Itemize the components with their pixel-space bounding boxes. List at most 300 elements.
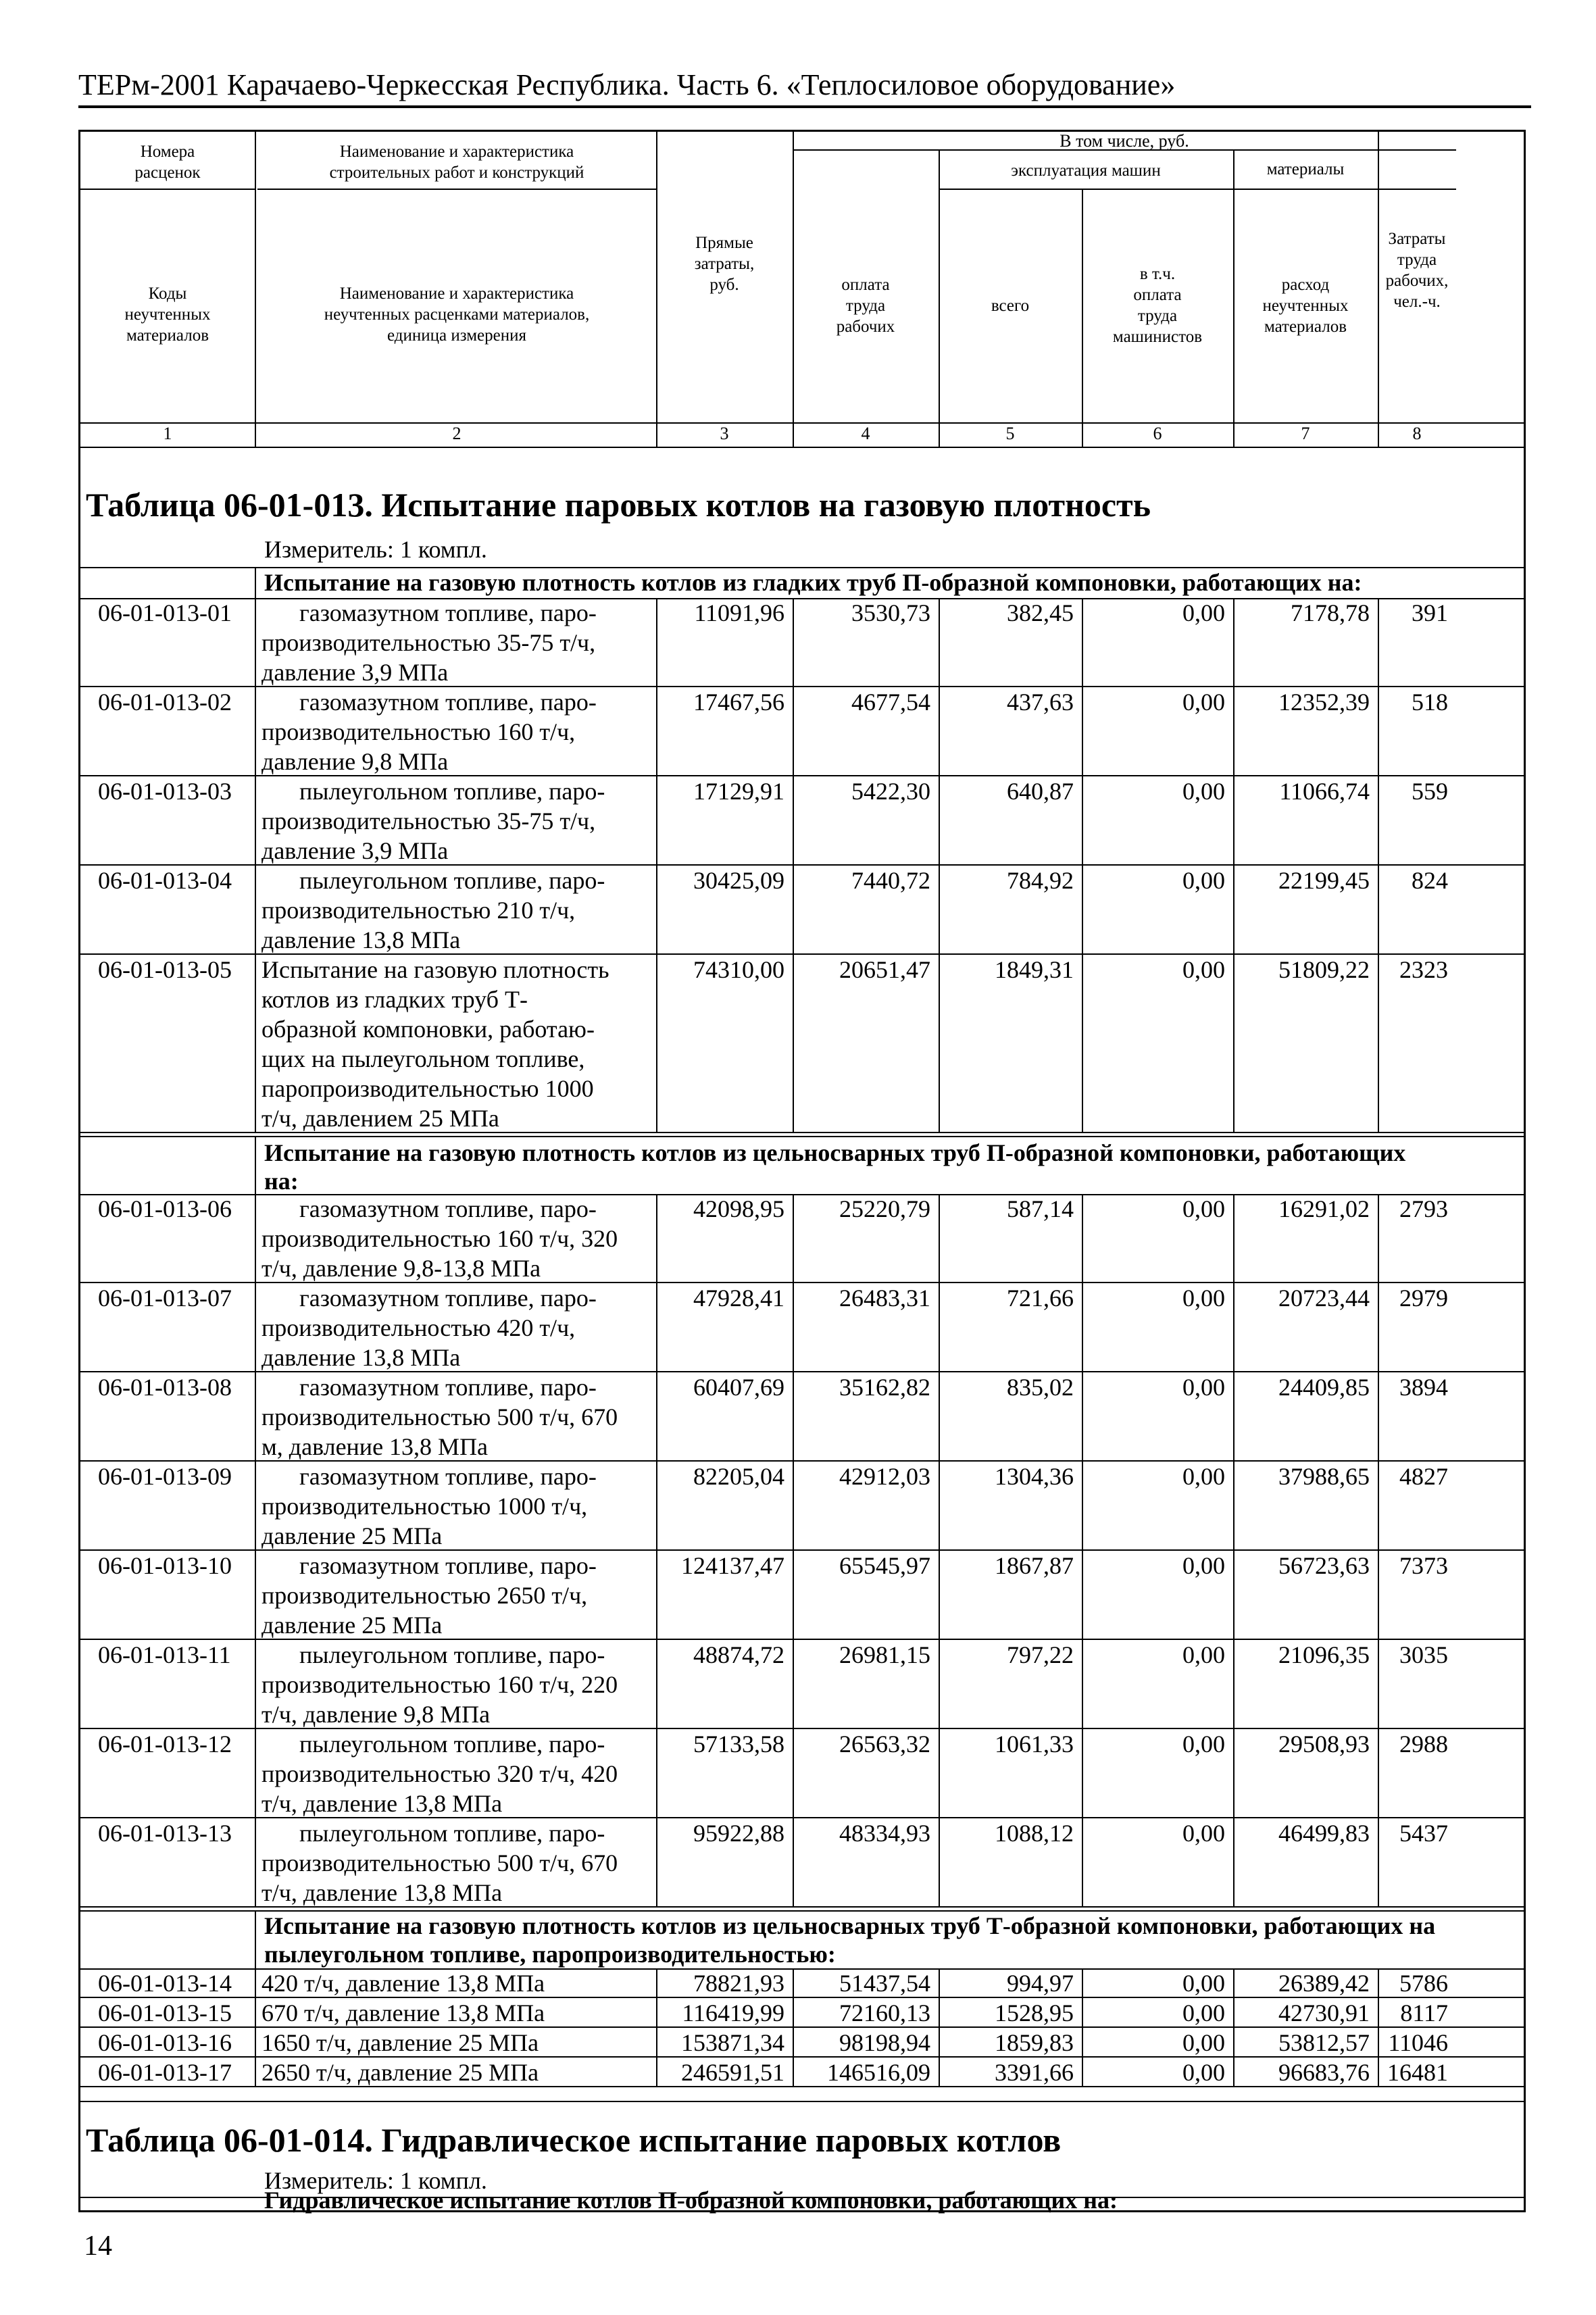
value-c3: 78821,93 bbox=[693, 1970, 784, 1997]
value-c3: 17129,91 bbox=[693, 778, 784, 805]
value-c3: 116419,99 bbox=[682, 1999, 784, 2026]
rate-description bbox=[257, 866, 656, 955]
value-c8: 2979 bbox=[1399, 1285, 1448, 1312]
row-separator bbox=[939, 1551, 940, 1640]
vline-hdr-1 bbox=[255, 132, 256, 447]
value-c5: 1528,95 bbox=[995, 1999, 1074, 2026]
table-row bbox=[80, 1551, 1524, 1640]
hdr-col1-bottom: Коды неучтенных материалов bbox=[124, 284, 211, 345]
section-2-title: Испытание на газовую плотность котлов из цельносварных труб П-образной компоновки, работающих на: bbox=[264, 1139, 1406, 1195]
value-c8: 824 bbox=[1412, 867, 1448, 894]
value-c4: 25220,79 bbox=[839, 1195, 930, 1222]
value-c7: 24409,85 bbox=[1278, 1374, 1370, 1401]
row-separator bbox=[255, 2028, 256, 2058]
table-row bbox=[80, 2028, 1524, 2058]
rate-description-rest: производительностью 1000 т/ч, давление 25 МПа bbox=[261, 1493, 588, 1549]
row-separator bbox=[1082, 1372, 1083, 1462]
table-row bbox=[80, 1462, 1524, 1551]
row-separator bbox=[1082, 1818, 1083, 1908]
row-separator bbox=[1082, 1283, 1083, 1372]
row-separator bbox=[793, 776, 794, 866]
colnum-3: 3 bbox=[720, 424, 729, 443]
value-c6: 0,00 bbox=[1182, 1731, 1225, 1758]
row-separator bbox=[1082, 1462, 1083, 1551]
hdr-incl: В том числе, руб. bbox=[1059, 130, 1189, 151]
colnum-6: 6 bbox=[1153, 424, 1162, 443]
row-separator bbox=[255, 866, 256, 955]
table-013-end-line bbox=[80, 2101, 1524, 2102]
row-separator bbox=[1082, 1998, 1083, 2028]
table-row bbox=[80, 687, 1524, 776]
row-separator bbox=[1233, 598, 1235, 687]
value-c4: 65545,97 bbox=[839, 1552, 930, 1579]
row-separator bbox=[1233, 2058, 1235, 2087]
row-separator bbox=[939, 866, 940, 955]
rate-code: 06-01-013-06 bbox=[98, 1195, 232, 1222]
rate-description bbox=[257, 1998, 656, 2028]
value-c7: 21096,35 bbox=[1278, 1641, 1370, 1668]
section-1-title: Испытание на газовую плотность котлов из гладких труб П-образной компоновки, работающих на: bbox=[264, 569, 1362, 596]
rate-description bbox=[257, 1818, 656, 1908]
row-separator bbox=[1378, 598, 1379, 687]
row-separator bbox=[793, 687, 794, 776]
row-separator bbox=[1233, 955, 1235, 1133]
row-separator bbox=[793, 2058, 794, 2087]
row-separator bbox=[255, 1998, 256, 2028]
value-c4: 4677,54 bbox=[851, 689, 930, 716]
rate-description-lead: газомазутном топливе, паро- bbox=[299, 1463, 597, 1490]
table-013-measure: Измеритель: 1 компл. bbox=[264, 536, 487, 563]
rate-description-rest: производительностью 35-75 т/ч, давление 3,9 МПа bbox=[261, 629, 596, 686]
value-c5: 1061,33 bbox=[995, 1731, 1074, 1758]
row-separator bbox=[1082, 776, 1083, 866]
rate-description-lead: пылеугольном топливе, паро- bbox=[299, 867, 605, 894]
value-c7: 96683,76 bbox=[1278, 2059, 1370, 2086]
row-separator bbox=[793, 598, 794, 687]
value-c4: 72160,13 bbox=[839, 1999, 930, 2026]
row-separator bbox=[1082, 866, 1083, 955]
value-c7: 20723,44 bbox=[1278, 1285, 1370, 1312]
rate-code: 06-01-013-12 bbox=[98, 1731, 232, 1758]
row-separator bbox=[656, 1372, 657, 1462]
row-separator bbox=[793, 1194, 794, 1283]
value-c8: 3894 bbox=[1399, 1374, 1448, 1401]
hdr-divider-c2 bbox=[257, 189, 656, 190]
row-separator bbox=[255, 1818, 256, 1908]
rate-description-rest: производительностью 320 т/ч, 420 т/ч, давление 13,8 МПа bbox=[261, 1760, 618, 1817]
rate-code: 06-01-013-01 bbox=[98, 599, 232, 626]
row-separator bbox=[793, 1283, 794, 1372]
sec2-left-line bbox=[255, 1136, 256, 1194]
table-013-title: Таблица 06-01-013. Испытание паровых котлов на газовую плотность bbox=[86, 486, 1151, 524]
rate-description bbox=[257, 2028, 656, 2058]
value-c7: 42730,91 bbox=[1278, 1999, 1370, 2026]
rate-code: 06-01-013-17 bbox=[98, 2059, 232, 2086]
value-c8: 8117 bbox=[1400, 1999, 1448, 2026]
document-header: ТЕРм-2001 Карачаево-Черкесская Республика. Часть 6. «Теплосиловое оборудование» bbox=[78, 68, 1176, 101]
value-c8: 7373 bbox=[1399, 1552, 1448, 1579]
sec1-left-line bbox=[255, 567, 256, 598]
rate-description-lead: пылеугольном топливе, паро- bbox=[299, 778, 605, 805]
value-c8: 4827 bbox=[1399, 1463, 1448, 1490]
hdr-col7: расход неучтенных материалов bbox=[1262, 275, 1349, 336]
value-c5: 640,87 bbox=[1007, 778, 1074, 805]
value-c8: 391 bbox=[1412, 599, 1448, 626]
row-separator bbox=[656, 687, 657, 776]
value-c5: 587,14 bbox=[1007, 1195, 1074, 1222]
hdr-col6: в т.ч. оплата труда машинистов bbox=[1112, 265, 1203, 346]
row-separator bbox=[793, 1462, 794, 1551]
rate-description-rest: производительностью 2650 т/ч, давление 25 МПа bbox=[261, 1582, 588, 1639]
colnum-8: 8 bbox=[1412, 424, 1422, 443]
value-c6: 0,00 bbox=[1182, 1999, 1225, 2026]
row-separator bbox=[1378, 1372, 1379, 1462]
value-c7: 37988,65 bbox=[1278, 1463, 1370, 1490]
row-separator bbox=[656, 776, 657, 866]
value-c8: 11046 bbox=[1388, 2029, 1448, 2056]
row-separator bbox=[1378, 1194, 1379, 1283]
row-separator bbox=[1082, 2058, 1083, 2087]
hdr-col4: оплата труда рабочих bbox=[836, 275, 895, 336]
colnum-5: 5 bbox=[1005, 424, 1015, 443]
value-c3: 153871,34 bbox=[681, 2029, 784, 2056]
row-bottom-line bbox=[80, 1906, 1524, 1908]
row-separator bbox=[1233, 1283, 1235, 1372]
row-separator bbox=[1378, 1283, 1379, 1372]
hdr-col2-bottom: Наименование и характеристика неучтенных расценками материалов, единица измерения bbox=[324, 284, 590, 345]
row-separator bbox=[255, 1640, 256, 1729]
value-c6: 0,00 bbox=[1182, 599, 1225, 626]
value-c8: 2988 bbox=[1399, 1731, 1448, 1758]
rate-description-lead: газомазутном топливе, паро- bbox=[299, 1195, 597, 1222]
row-separator bbox=[793, 1372, 794, 1462]
value-c6: 0,00 bbox=[1182, 2059, 1225, 2086]
table-row bbox=[80, 776, 1524, 866]
value-c7: 29508,93 bbox=[1278, 1731, 1370, 1758]
row-separator bbox=[656, 1283, 657, 1372]
value-c3: 48874,72 bbox=[693, 1641, 784, 1668]
value-c3: 82205,04 bbox=[693, 1463, 784, 1490]
row-bottom-line bbox=[80, 2086, 1524, 2087]
row-separator bbox=[1233, 1194, 1235, 1283]
row-separator bbox=[656, 1998, 657, 2028]
rate-description-lead: газомазутном топливе, паро- bbox=[299, 689, 597, 716]
rate-description-rest: 670 т/ч, давление 13,8 МПа bbox=[261, 1999, 545, 2026]
rate-code: 06-01-013-13 bbox=[98, 1820, 232, 1847]
hdr-col3: Прямые затраты, руб. bbox=[694, 233, 755, 294]
value-c4: 20651,47 bbox=[839, 956, 930, 983]
row-separator bbox=[939, 1968, 940, 1998]
table-row bbox=[80, 1194, 1524, 1283]
row-separator bbox=[793, 955, 794, 1133]
rate-description-lead: газомазутном топливе, паро- bbox=[299, 1374, 597, 1401]
rate-description-rest: производительностью 500 т/ч, 670 т/ч, давление 13,8 МПа bbox=[261, 1849, 618, 1906]
row-separator bbox=[1082, 955, 1083, 1133]
value-c6: 0,00 bbox=[1182, 1970, 1225, 1997]
rate-description-lead: газомазутном топливе, паро- bbox=[299, 599, 597, 626]
table-row bbox=[80, 1818, 1524, 1908]
row-separator bbox=[1233, 1551, 1235, 1640]
rate-description bbox=[257, 1194, 656, 1283]
row-separator bbox=[939, 1372, 940, 1462]
value-c6: 0,00 bbox=[1182, 1552, 1225, 1579]
row-separator bbox=[1233, 687, 1235, 776]
value-c6: 0,00 bbox=[1182, 956, 1225, 983]
row-separator bbox=[1233, 1729, 1235, 1818]
value-c8: 2323 bbox=[1399, 956, 1448, 983]
value-c6: 0,00 bbox=[1182, 1374, 1225, 1401]
row-separator bbox=[255, 1462, 256, 1551]
value-c5: 1867,87 bbox=[995, 1552, 1074, 1579]
row-separator bbox=[1378, 1818, 1379, 1908]
row-separator bbox=[939, 1194, 940, 1283]
value-c6: 0,00 bbox=[1182, 689, 1225, 716]
rate-description-rest: 2650 т/ч, давление 25 МПа bbox=[261, 2059, 539, 2086]
value-c7: 12352,39 bbox=[1278, 689, 1370, 716]
row-separator bbox=[1378, 866, 1379, 955]
rate-description bbox=[257, 1640, 656, 1729]
row-separator bbox=[255, 1283, 256, 1372]
hdr-col2-top: Наименование и характеристика строительных работ и конструкций bbox=[329, 143, 584, 182]
row-separator bbox=[656, 598, 657, 687]
hdr-exploit: эксплуатация машин bbox=[1011, 161, 1161, 180]
value-c7: 51809,22 bbox=[1278, 956, 1370, 983]
colnum-1: 1 bbox=[163, 424, 172, 443]
sec3-left-line bbox=[255, 1910, 256, 1968]
row-separator bbox=[1233, 866, 1235, 955]
value-c6: 0,00 bbox=[1182, 1285, 1225, 1312]
value-c3: 11091,96 bbox=[694, 599, 784, 626]
row-separator bbox=[1378, 955, 1379, 1133]
row-separator bbox=[656, 1194, 657, 1283]
value-c5: 437,63 bbox=[1007, 689, 1074, 716]
value-c3: 246591,51 bbox=[681, 2059, 784, 2086]
rate-description bbox=[257, 687, 656, 776]
value-c6: 0,00 bbox=[1182, 1463, 1225, 1490]
value-c5: 797,22 bbox=[1007, 1641, 1074, 1668]
row-separator bbox=[793, 1818, 794, 1908]
row-separator bbox=[656, 2058, 657, 2087]
rate-description-rest: производительностью 420 т/ч, давление 13,8 МПа bbox=[261, 1314, 576, 1371]
rate-code: 06-01-013-11 bbox=[98, 1641, 231, 1668]
hdr-col8: Затраты труда рабочих, чел.-ч. bbox=[1385, 230, 1449, 311]
rate-description bbox=[257, 1283, 656, 1372]
rate-code: 06-01-013-07 bbox=[98, 1285, 232, 1312]
hdr-materials: материалы bbox=[1266, 159, 1345, 178]
rate-code: 06-01-013-05 bbox=[98, 956, 232, 983]
row-separator bbox=[1378, 1968, 1379, 1998]
table-row bbox=[80, 1372, 1524, 1462]
value-c3: 60407,69 bbox=[693, 1374, 784, 1401]
rate-description-lead: пылеугольном топливе, паро- bbox=[299, 1820, 605, 1847]
row-separator bbox=[1233, 2028, 1235, 2058]
value-c5: 721,66 bbox=[1007, 1285, 1074, 1312]
rates-table bbox=[78, 130, 1526, 2212]
row-separator bbox=[1082, 1968, 1083, 1998]
rate-description bbox=[257, 1551, 656, 1640]
value-c3: 17467,56 bbox=[693, 689, 784, 716]
value-c4: 146516,09 bbox=[827, 2059, 930, 2086]
value-c5: 1849,31 bbox=[995, 956, 1074, 983]
row-separator bbox=[1082, 1640, 1083, 1729]
value-c5: 994,97 bbox=[1007, 1970, 1074, 1997]
value-c3: 57133,58 bbox=[693, 1731, 784, 1758]
row-separator bbox=[1378, 2058, 1379, 2087]
rate-code: 06-01-013-08 bbox=[98, 1374, 232, 1401]
value-c7: 46499,83 bbox=[1278, 1820, 1370, 1847]
value-c5: 1088,12 bbox=[995, 1820, 1074, 1847]
row-separator bbox=[939, 2058, 940, 2087]
row-separator bbox=[656, 1968, 657, 1998]
row-separator bbox=[1082, 2028, 1083, 2058]
value-c4: 48334,93 bbox=[839, 1820, 930, 1847]
row-separator bbox=[656, 1818, 657, 1908]
value-c7: 26389,42 bbox=[1278, 1970, 1370, 1997]
row-separator bbox=[793, 866, 794, 955]
row-separator bbox=[1378, 1729, 1379, 1818]
value-c4: 35162,82 bbox=[839, 1374, 930, 1401]
value-c5: 1304,36 bbox=[995, 1463, 1074, 1490]
row-separator bbox=[656, 1462, 657, 1551]
row-separator bbox=[793, 1551, 794, 1640]
row-separator bbox=[939, 776, 940, 866]
rate-description-lead: пылеугольном топливе, паро- bbox=[299, 1731, 605, 1758]
value-c5: 835,02 bbox=[1007, 1374, 1074, 1401]
row-separator bbox=[939, 598, 940, 687]
row-separator bbox=[656, 2028, 657, 2058]
table-row bbox=[80, 1283, 1524, 1372]
row-separator bbox=[939, 1998, 940, 2028]
row-separator bbox=[939, 1640, 940, 1729]
value-c8: 16481 bbox=[1387, 2059, 1448, 2086]
row-separator bbox=[255, 1729, 256, 1818]
row-separator bbox=[255, 1194, 256, 1283]
page-number: 14 bbox=[84, 2231, 112, 2262]
rate-description bbox=[257, 1462, 656, 1551]
value-c6: 0,00 bbox=[1182, 1820, 1225, 1847]
rate-description-rest: Испытание на газовую плотность котлов из гладких труб Т- образной компоновки, работаю- щих на пылеугольном топливе, паропроизводительностью 1000 т/ч, давлением 25 МПа bbox=[261, 956, 609, 1132]
value-c7: 56723,63 bbox=[1278, 1552, 1370, 1579]
table-row bbox=[80, 2058, 1524, 2087]
row-separator bbox=[255, 687, 256, 776]
value-c7: 11066,74 bbox=[1279, 778, 1370, 805]
row-separator bbox=[793, 2028, 794, 2058]
row-separator bbox=[1378, 776, 1379, 866]
value-c7: 22199,45 bbox=[1278, 867, 1370, 894]
row-separator bbox=[1082, 598, 1083, 687]
sec2-top-line bbox=[80, 1136, 1524, 1137]
value-c8: 518 bbox=[1412, 689, 1448, 716]
value-c6: 0,00 bbox=[1182, 1195, 1225, 1222]
row-separator bbox=[1082, 1194, 1083, 1283]
rate-code: 06-01-013-03 bbox=[98, 778, 232, 805]
rate-description-rest: 420 т/ч, давление 13,8 МПа bbox=[261, 1970, 545, 1997]
hdr-col5: всего bbox=[991, 296, 1030, 315]
rate-code: 06-01-013-14 bbox=[98, 1970, 232, 1997]
table-row bbox=[80, 1968, 1524, 1998]
row-separator bbox=[1378, 687, 1379, 776]
row-separator bbox=[1082, 1551, 1083, 1640]
value-c5: 382,45 bbox=[1007, 599, 1074, 626]
table-row bbox=[80, 866, 1524, 955]
value-c7: 53812,57 bbox=[1278, 2029, 1370, 2056]
rate-description-lead: пылеугольном топливе, паро- bbox=[299, 1641, 605, 1668]
row-separator bbox=[656, 1640, 657, 1729]
row-separator bbox=[255, 1372, 256, 1462]
row-separator bbox=[939, 2028, 940, 2058]
row-separator bbox=[793, 1640, 794, 1729]
row-separator bbox=[939, 1283, 940, 1372]
row-separator bbox=[1233, 776, 1235, 866]
value-c3: 47928,41 bbox=[693, 1285, 784, 1312]
row-separator bbox=[255, 955, 256, 1133]
row-separator bbox=[656, 1551, 657, 1640]
rate-description bbox=[257, 1372, 656, 1462]
rate-code: 06-01-013-10 bbox=[98, 1552, 232, 1579]
row-separator bbox=[939, 1818, 940, 1908]
value-c3: 42098,95 bbox=[693, 1195, 784, 1222]
row-separator bbox=[939, 687, 940, 776]
section-3-title: Испытание на газовую плотность котлов из цельносварных труб Т-образной компоновки, работающих на пылеугольном топливе, паропроизводительностью: bbox=[264, 1912, 1436, 1968]
row-separator bbox=[1233, 1998, 1235, 2028]
row-separator bbox=[939, 1729, 940, 1818]
colnum-2: 2 bbox=[452, 424, 462, 443]
table-row bbox=[80, 1729, 1524, 1818]
rate-description-lead: газомазутном топливе, паро- bbox=[299, 1285, 597, 1312]
row-separator bbox=[1082, 1729, 1083, 1818]
rate-code: 06-01-013-15 bbox=[98, 1999, 232, 2026]
colnum-7: 7 bbox=[1301, 424, 1310, 443]
row-separator bbox=[656, 866, 657, 955]
value-c6: 0,00 bbox=[1182, 2029, 1225, 2056]
row-separator bbox=[656, 1729, 657, 1818]
value-c4: 3530,73 bbox=[851, 599, 930, 626]
row-separator bbox=[1233, 1462, 1235, 1551]
table-014-section-title: Гидравлическое испытание котлов П-образной компоновки, работающих на: bbox=[264, 2187, 1118, 2214]
rate-description-rest: производительностью 160 т/ч, 320 т/ч, давление 9,8-13,8 МПа bbox=[261, 1225, 618, 1282]
row-separator bbox=[1378, 2028, 1379, 2058]
value-c7: 7178,78 bbox=[1291, 599, 1370, 626]
value-c3: 30425,09 bbox=[693, 867, 784, 894]
table-row bbox=[80, 1640, 1524, 1729]
value-c6: 0,00 bbox=[1182, 1641, 1225, 1668]
row-separator bbox=[793, 1998, 794, 2028]
rate-code: 06-01-013-02 bbox=[98, 689, 232, 716]
row-separator bbox=[793, 1968, 794, 1998]
value-c4: 26483,31 bbox=[839, 1285, 930, 1312]
rate-description bbox=[257, 1729, 656, 1818]
row-separator bbox=[793, 1729, 794, 1818]
row-separator bbox=[656, 955, 657, 1133]
value-c5: 784,92 bbox=[1007, 867, 1074, 894]
value-c8: 5437 bbox=[1399, 1820, 1448, 1847]
row-separator bbox=[1233, 1818, 1235, 1908]
value-c3: 95922,88 bbox=[693, 1820, 784, 1847]
rate-code: 06-01-013-16 bbox=[98, 2029, 232, 2056]
hdr-divider-c1 bbox=[80, 189, 255, 190]
rate-description-lead: газомазутном топливе, паро- bbox=[299, 1552, 597, 1579]
row-separator bbox=[1378, 1551, 1379, 1640]
row-separator bbox=[1378, 1462, 1379, 1551]
value-c5: 1859,83 bbox=[995, 2029, 1074, 2056]
row-separator bbox=[939, 1462, 940, 1551]
value-c4: 26981,15 bbox=[839, 1641, 930, 1668]
rate-description-rest: производительностью 500 т/ч, 670 м, давление 13,8 МПа bbox=[261, 1403, 618, 1460]
rate-description bbox=[257, 1968, 656, 1998]
rate-description bbox=[257, 598, 656, 687]
value-c4: 7440,72 bbox=[851, 867, 930, 894]
value-c8: 5786 bbox=[1399, 1970, 1448, 1997]
